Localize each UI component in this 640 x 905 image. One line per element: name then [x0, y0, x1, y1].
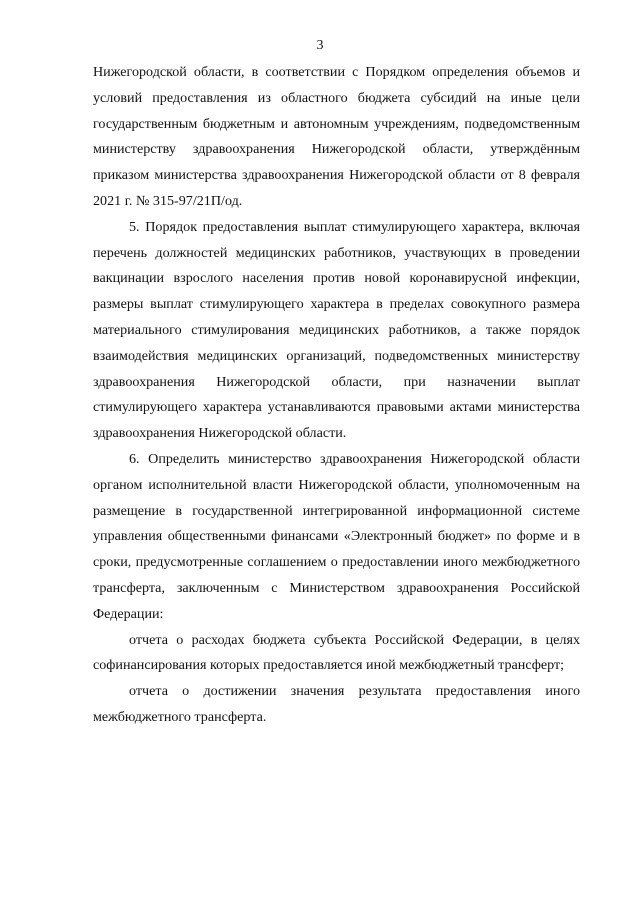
document-body	[93, 60, 580, 731]
paragraph-item-5: 5. Порядок предоставления выплат стимулирующего характера, включая перечень должностей медицинских работников, участвующих в проведении вакцинации взрослого населения против новой коронавирусной инфекции, размеры выплат стимулирующего характера в пределах совокупного размера материального стимулирования медицинских работников, а также порядок взаимодействия медицинских организаций, подведомственных министерству здравоохранения Нижегородской области, при назначении выплат стимулирующего характера устанавливаются правовыми актами министерства здравоохранения Нижегородской области.	[93, 218, 580, 442]
paragraph-item-6: 6. Определить министерство здравоохранения Нижегородской области органом исполнительной власти Нижегородской области, уполномоченным на размещение в государственной интегрированной информационной системе управления общественными финансами «Электронный бюджет» по форме и в сроки, предусмотренные соглашением о предоставлении иного межбюджетного трансферта, заключенным с Министерством здравоохранения Российской Федерации:	[93, 450, 580, 622]
page-number: 3	[316, 38, 324, 53]
paragraph-subitem-result-report: отчета о достижении значения результата предоставления иного межбюджетного трансферта.	[93, 683, 580, 725]
paragraph-subitem-expense-report: отчета о расходах бюджета субъекта Российской Федерации, в целях софинансирования которых предоставляется иной межбюджетный трансферт;	[93, 631, 580, 674]
paragraph-continuation: Нижегородской области, в соответствии с Порядком определения объемов и условий предоставления из областного бюджета субсидий на иные цели государственным бюджетным и автономным учреждениям, подведомственным министерству здравоохранения Нижегородской области, утверждённым приказом министерства здравоохранения Нижегородской области от 8 февраля 2021 г. № 315-97/21П/од.	[93, 64, 580, 209]
